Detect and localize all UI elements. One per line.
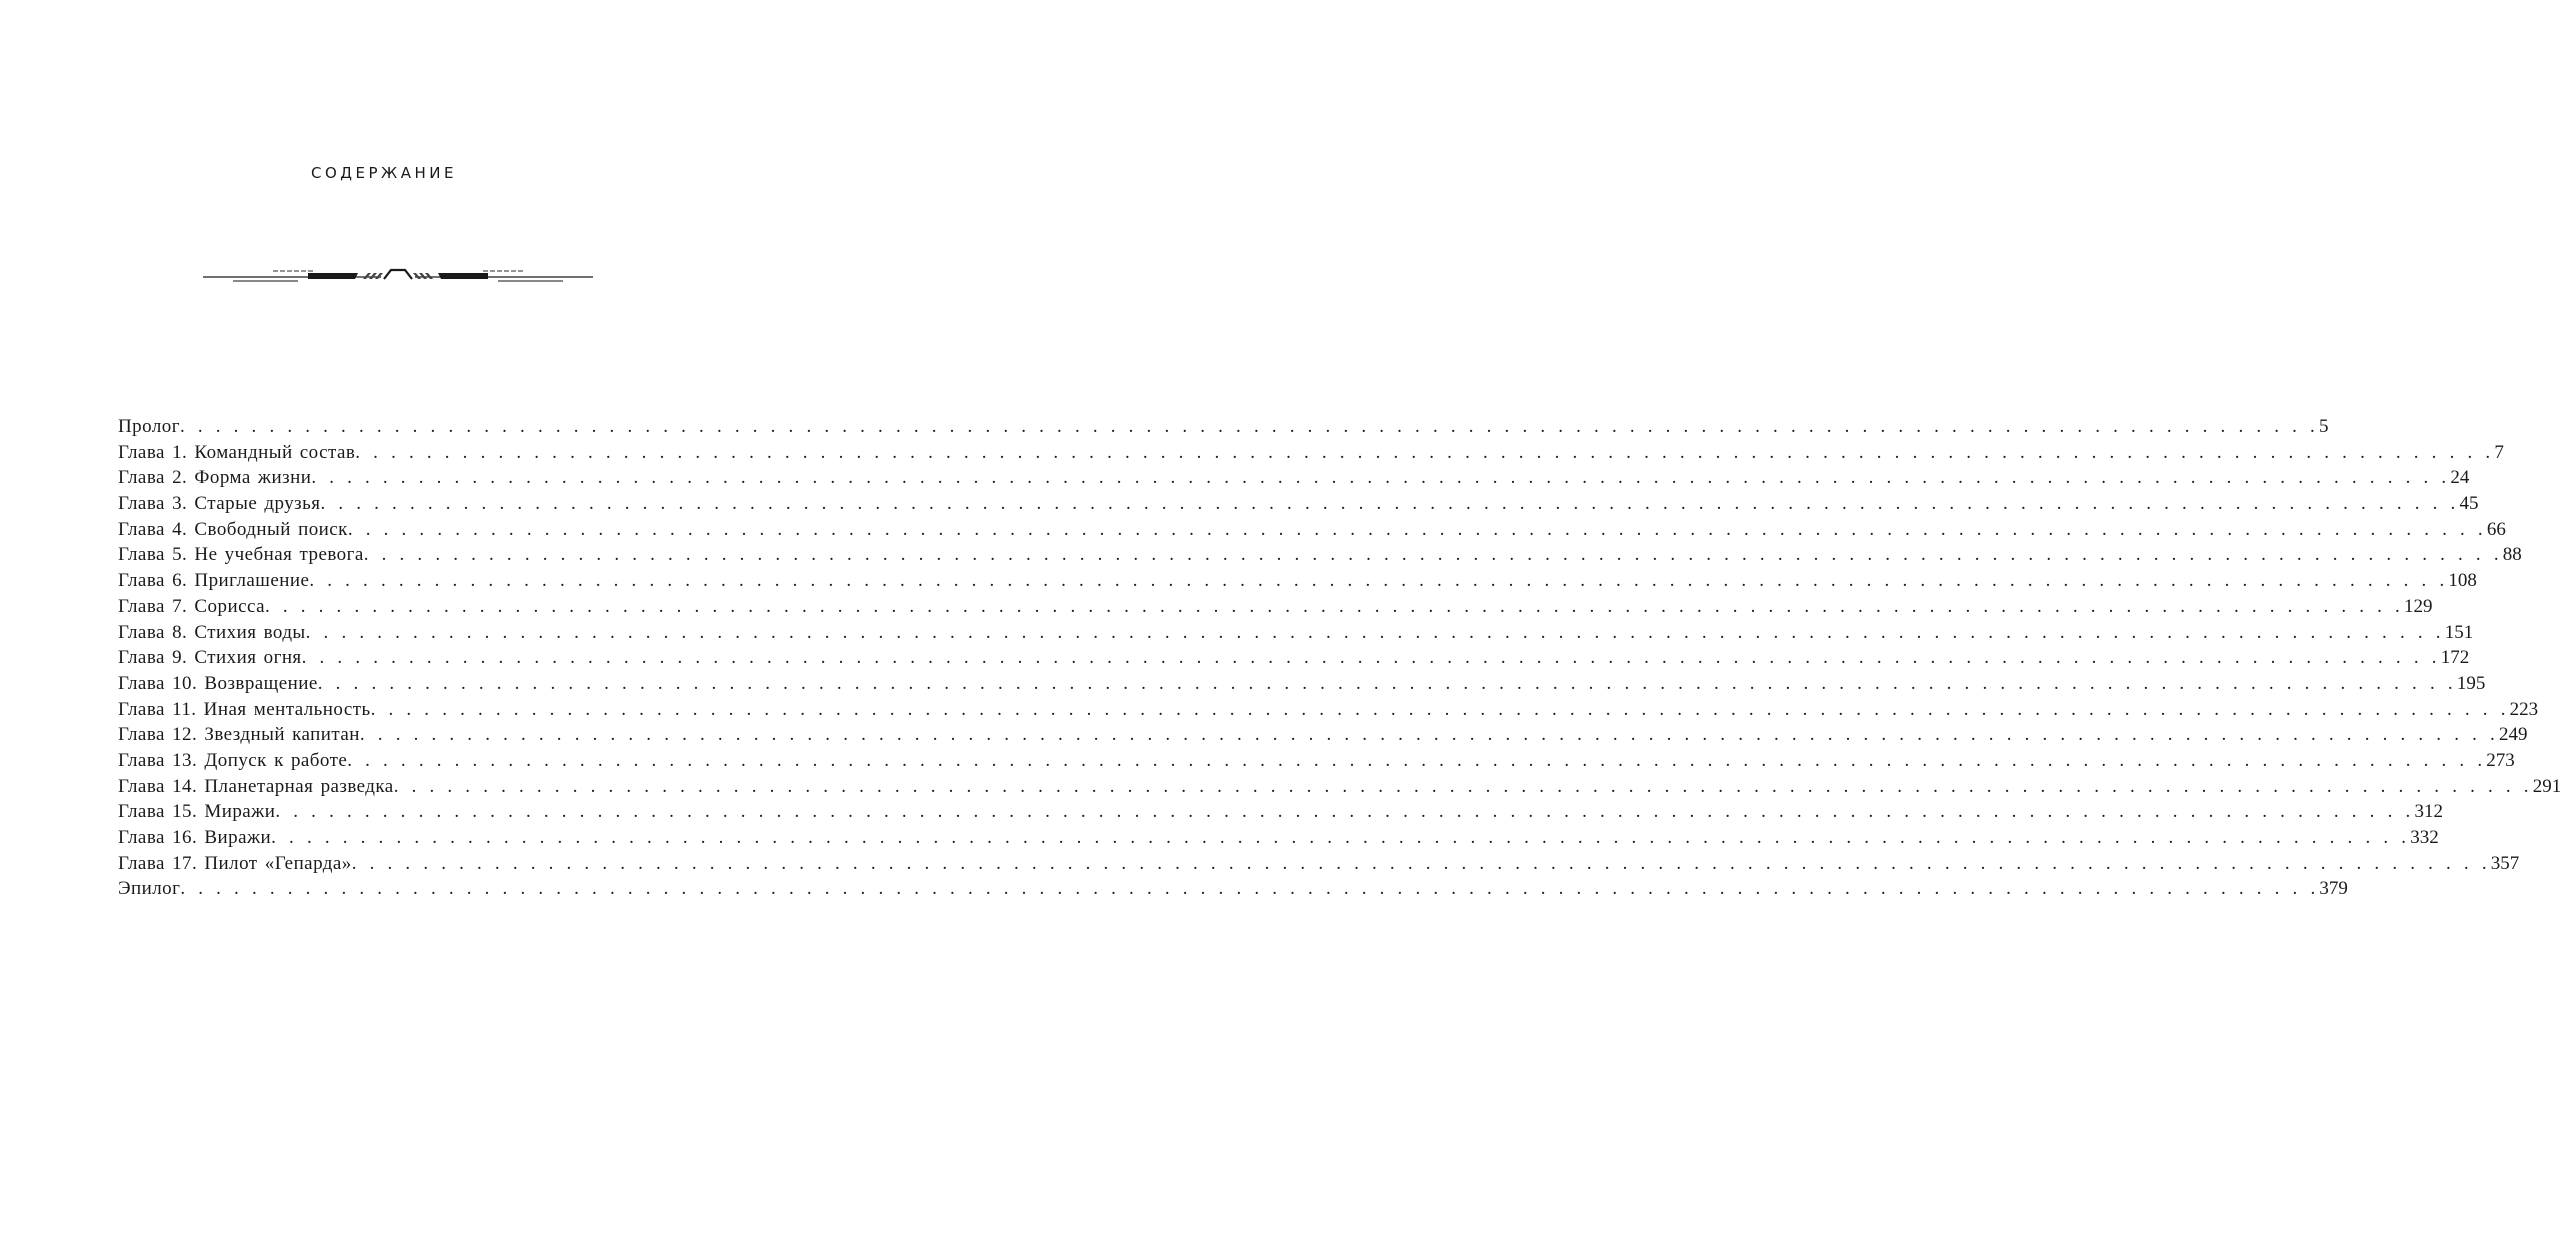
toc-entry <box>118 440 2504 466</box>
toc-entry-page: 291 <box>2532 775 2561 797</box>
toc-entry-title: Пролог <box>118 416 180 437</box>
toc-leader-dots: . . . . . . . . . . . . . . . . . . . . . . . . . . . . . . . . . . . . . . . . . . . . . . . . . . . . . . . . . . . . . . . . . . . . . . . . . . . . . . . . . . . . . . . . . . . . . . . . . . . . . . . . . . . . . . . . . . . . . . . . <box>347 518 2487 540</box>
toc-entry-page: 24 <box>2450 467 2470 489</box>
toc-leader-dots: . . . . . . . . . . . . . . . . . . . . . . . . . . . . . . . . . . . . . . . . . . . . . . . . . . . . . . . . . . . . . . . . . . . . . . . . . . . . . . . . . . . . . . . . . . . . . . . . . . . . . . . . . . . . . . . . . . . . . . . . <box>393 775 2533 797</box>
toc-entry-title: Глава 11. Иная ментальность <box>118 698 371 720</box>
table-of-contents <box>118 414 2561 902</box>
toc-entry-page: 7 <box>2494 441 2504 463</box>
toc-entry-page: 129 <box>2404 595 2433 617</box>
toc-entry <box>118 517 2506 543</box>
toc-entry <box>118 748 2515 774</box>
toc-entry-title: Глава 10. Возвращение <box>118 672 318 694</box>
toc-leader-dots: . . . . . . . . . . . . . . . . . . . . . . . . . . . . . . . . . . . . . . . . . . . . . . . . . . . . . . . . . . . . . . . . . . . . . . . . . . . . . . . . . . . . . . . . . . . . . . . . . . . . . . . . . . . . . . . . . . . . . . . . <box>317 672 2457 694</box>
toc-entry-page: 66 <box>2486 518 2506 540</box>
toc-entry-title: Глава 12. Звездный капитан <box>118 724 360 746</box>
toc-entry <box>118 542 2522 568</box>
toc-leader-dots: . . . . . . . . . . . . . . . . . . . . . . . . . . . . . . . . . . . . . . . . . . . . . . . . . . . . . . . . . . . . . . . . . . . . . . . . . . . . . . . . . . . . . . . . . . . . . . . . . . . . . . . . . . . . . . . . . . . . . . . . <box>347 749 2487 771</box>
decorative-divider <box>203 266 593 286</box>
toc-entry <box>118 876 2348 902</box>
toc-entry-page: 312 <box>2414 801 2443 823</box>
toc-entry-page: 45 <box>2459 493 2479 515</box>
toc-leader-dots: . . . . . . . . . . . . . . . . . . . . . . . . . . . . . . . . . . . . . . . . . . . . . . . . . . . . . . . . . . . . . . . . . . . . . . . . . . . . . . . . . . . . . . . . . . . . . . . . . . . . . . . . . . . . . . . . . . . . . . . . <box>179 416 2320 437</box>
toc-entry-page: 357 <box>2490 852 2520 874</box>
toc-entry-page: 151 <box>2444 621 2474 643</box>
toc-entry-page: 379 <box>2319 878 2348 900</box>
toc-leader-dots: . . . . . . . . . . . . . . . . . . . . . . . . . . . . . . . . . . . . . . . . . . . . . . . . . . . . . . . . . . . . . . . . . . . . . . . . . . . . . . . . . . . . . . . . . . . . . . . . . . . . . . . . . . . . . . . . . . . . . . . . <box>305 621 2445 643</box>
toc-entry-page: 195 <box>2456 672 2486 694</box>
toc-leader-dots: . . . . . . . . . . . . . . . . . . . . . . . . . . . . . . . . . . . . . . . . . . . . . . . . . . . . . . . . . . . . . . . . . . . . . . . . . . . . . . . . . . . . . . . . . . . . . . . . . . . . . . . . . . . . . . . . . . . . . . . . <box>370 698 2510 720</box>
toc-entry-page: 273 <box>2486 749 2515 771</box>
toc-entry <box>118 645 2470 671</box>
toc-entry-title: Глава 9. Стихия огня <box>118 647 302 669</box>
toc-entry-title: Глава 8. Стихия воды <box>118 621 306 643</box>
toc-leader-dots: . . . . . . . . . . . . . . . . . . . . . . . . . . . . . . . . . . . . . . . . . . . . . . . . . . . . . . . . . . . . . . . . . . . . . . . . . . . . . . . . . . . . . . . . . . . . . . . . . . . . . . . . . . . . . . . . . . . . . . . . <box>351 852 2491 874</box>
toc-entry <box>118 465 2470 491</box>
toc-entry-title: Глава 3. Старые друзья <box>118 493 321 515</box>
toc-entry-page: 172 <box>2440 647 2470 669</box>
toc-leader-dots: . . . . . . . . . . . . . . . . . . . . . . . . . . . . . . . . . . . . . . . . . . . . . . . . . . . . . . . . . . . . . . . . . . . . . . . . . . . . . . . . . . . . . . . . . . . . . . . . . . . . . . . . . . . . . . . . . . . . . . . . <box>301 647 2441 669</box>
toc-entry-page: 332 <box>2410 827 2439 848</box>
toc-entry-page: 249 <box>2498 724 2528 746</box>
toc-entry <box>118 722 2528 748</box>
toc-leader-dots: . . . . . . . . . . . . . . . . . . . . . . . . . . . . . . . . . . . . . . . . . . . . . . . . . . . . . . . . . . . . . . . . . . . . . . . . . . . . . . . . . . . . . . . . . . . . . . . . . . . . . . . . . . . . . . . . . . . . . . . . <box>309 570 2449 592</box>
toc-entry <box>118 594 2433 620</box>
toc-leader-dots: . . . . . . . . . . . . . . . . . . . . . . . . . . . . . . . . . . . . . . . . . . . . . . . . . . . . . . . . . . . . . . . . . . . . . . . . . . . . . . . . . . . . . . . . . . . . . . . . . . . . . . . . . . . . . . . . . . . . . . . . <box>271 827 2411 848</box>
toc-entry-title: Глава 5. Не учебная тревога <box>118 544 364 566</box>
toc-leader-dots: . . . . . . . . . . . . . . . . . . . . . . . . . . . . . . . . . . . . . . . . . . . . . . . . . . . . . . . . . . . . . . . . . . . . . . . . . . . . . . . . . . . . . . . . . . . . . . . . . . . . . . . . . . . . . . . . . . . . . . . . <box>355 441 2495 463</box>
toc-entry <box>118 697 2539 723</box>
toc-entry-title: Глава 14. Планетарная разведка <box>118 775 394 797</box>
toc-entry-page: 88 <box>2502 544 2522 566</box>
toc-entry-title: Глава 16. Виражи <box>118 827 272 848</box>
toc-entry <box>118 491 2479 517</box>
toc-leader-dots: . . . . . . . . . . . . . . . . . . . . . . . . . . . . . . . . . . . . . . . . . . . . . . . . . . . . . . . . . . . . . . . . . . . . . . . . . . . . . . . . . . . . . . . . . . . . . . . . . . . . . . . . . . . . . . . . . . . . . . . . <box>363 544 2503 566</box>
toc-entry <box>118 414 2329 440</box>
toc-leader-dots: . . . . . . . . . . . . . . . . . . . . . . . . . . . . . . . . . . . . . . . . . . . . . . . . . . . . . . . . . . . . . . . . . . . . . . . . . . . . . . . . . . . . . . . . . . . . . . . . . . . . . . . . . . . . . . . . . . . . . . . . <box>311 467 2451 489</box>
toc-entry-title: Глава 7. Сорисса <box>118 595 265 617</box>
page-title: СОДЕРЖАНИЕ <box>311 164 457 182</box>
toc-entry-title: Эпилог <box>118 878 181 900</box>
toc-entry-page: 108 <box>2448 570 2477 592</box>
toc-entry-title: Глава 15. Миражи <box>118 801 276 823</box>
toc-entry-title: Глава 17. Пилот «Гепарда» <box>118 852 352 874</box>
toc-entry-title: Глава 1. Командный состав <box>118 441 356 463</box>
toc-leader-dots: . . . . . . . . . . . . . . . . . . . . . . . . . . . . . . . . . . . . . . . . . . . . . . . . . . . . . . . . . . . . . . . . . . . . . . . . . . . . . . . . . . . . . . . . . . . . . . . . . . . . . . . . . . . . . . . . . . . . . . . . <box>359 724 2499 746</box>
toc-leader-dots: . . . . . . . . . . . . . . . . . . . . . . . . . . . . . . . . . . . . . . . . . . . . . . . . . . . . . . . . . . . . . . . . . . . . . . . . . . . . . . . . . . . . . . . . . . . . . . . . . . . . . . . . . . . . . . . . . . . . . . . . <box>275 801 2415 823</box>
toc-entry <box>118 774 2561 800</box>
toc-entry <box>118 568 2477 594</box>
toc-entry-title: Глава 2. Форма жизни <box>118 467 312 489</box>
toc-entry-title: Глава 4. Свободный поиск <box>118 518 348 540</box>
toc-entry <box>118 851 2520 877</box>
toc-entry-title: Глава 6. Приглашение <box>118 570 310 592</box>
toc-entry-page: 223 <box>2509 698 2539 720</box>
toc-leader-dots: . . . . . . . . . . . . . . . . . . . . . . . . . . . . . . . . . . . . . . . . . . . . . . . . . . . . . . . . . . . . . . . . . . . . . . . . . . . . . . . . . . . . . . . . . . . . . . . . . . . . . . . . . . . . . . . . . . . . . . . . <box>264 595 2405 617</box>
toc-leader-dots: . . . . . . . . . . . . . . . . . . . . . . . . . . . . . . . . . . . . . . . . . . . . . . . . . . . . . . . . . . . . . . . . . . . . . . . . . . . . . . . . . . . . . . . . . . . . . . . . . . . . . . . . . . . . . . . . . . . . . . . . <box>320 493 2460 515</box>
toc-entry-title: Глава 13. Допуск к работе <box>118 749 348 771</box>
toc-entry <box>118 620 2474 646</box>
toc-leader-dots: . . . . . . . . . . . . . . . . . . . . . . . . . . . . . . . . . . . . . . . . . . . . . . . . . . . . . . . . . . . . . . . . . . . . . . . . . . . . . . . . . . . . . . . . . . . . . . . . . . . . . . . . . . . . . . . . . . . . . . . . <box>180 878 2320 900</box>
toc-entry <box>118 825 2439 851</box>
toc-entry-page: 5 <box>2319 416 2329 437</box>
toc-entry <box>118 799 2443 825</box>
toc-entry <box>118 671 2486 697</box>
